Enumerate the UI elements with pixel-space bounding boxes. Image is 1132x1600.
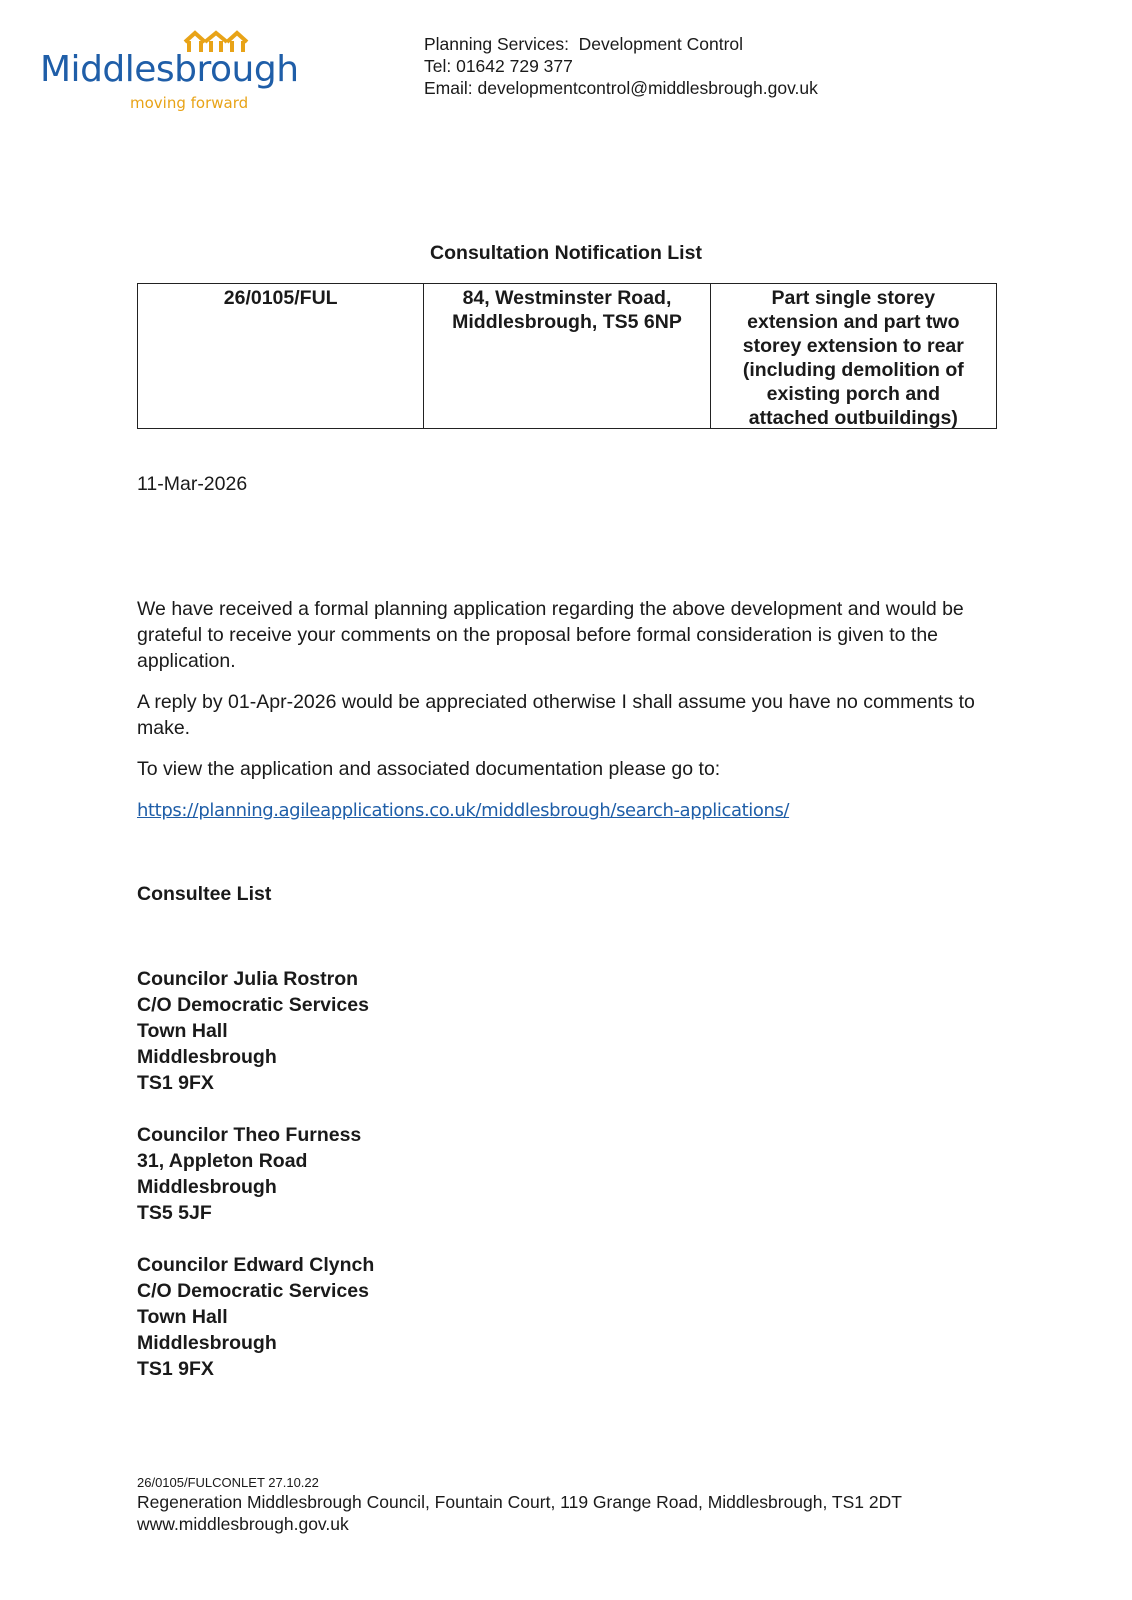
- consultee-address-line: TS1 9FX: [137, 1358, 214, 1380]
- logo-tagline: moving forward: [130, 94, 249, 112]
- footer-website: www.middlesbrough.gov.uk: [137, 1514, 349, 1534]
- consultee-address-line: TS1 9FX: [137, 1072, 214, 1094]
- application-reference-cell: [138, 284, 424, 428]
- footer-reference: 26/0105/FULCONLET 27.10.22: [137, 1475, 319, 1490]
- consultee-address-line: C/O Democratic Services: [137, 994, 369, 1016]
- consultee-name: Councilor Julia Rostron: [137, 968, 359, 990]
- consultee-address-line: Middlesbrough: [137, 1046, 277, 1068]
- council-logo: [40, 30, 310, 120]
- footer-address: Regeneration Middlesbrough Council, Fountain Court, 119 Grange Road, Middlesbrough, TS1 2DT: [137, 1492, 902, 1512]
- consultee-address-line: Middlesbrough: [137, 1176, 277, 1198]
- consultee-address-line: Middlesbrough: [137, 1332, 277, 1354]
- application-table: [137, 283, 997, 429]
- contact-details: [424, 33, 818, 99]
- consultee-entry: [137, 966, 374, 1096]
- page-footer: [137, 1474, 902, 1535]
- consultee-address-line: TS5 5JF: [137, 1202, 212, 1224]
- consultee-name: Councilor Theo Furness: [137, 1124, 362, 1146]
- consultee-address-line: C/O Democratic Services: [137, 1280, 369, 1302]
- body-paragraph-1: We have received a formal planning application regarding the above development and would be grateful to receive your comments on the proposal before formal consideration is given to the application.: [137, 598, 964, 672]
- body-paragraph-2: A reply by 01-Apr-2026 would be appreciated otherwise I shall assume you have no comments to make.: [137, 691, 975, 739]
- consultee-list-heading: Consultee List: [137, 883, 272, 905]
- application-description-cell: [711, 284, 996, 428]
- application-address-cell: [424, 284, 710, 428]
- planning-search-link[interactable]: https://planning.agileapplications.co.uk/middlesbrough/search-applications/: [137, 800, 790, 821]
- page-title: Consultation Notification List: [430, 242, 702, 264]
- logo-wordmark: Middlesbrough: [40, 49, 299, 90]
- application-address: 84, Westminster Road, Middlesbrough, TS5 6NP: [452, 287, 682, 333]
- application-description: Part single storey extension and part two storey extension to rear (including demolition of existing porch and attached outbuildings): [742, 287, 964, 429]
- body-paragraph-3: To view the application and associated documentation please go to:: [137, 758, 721, 780]
- tel-line: Tel: 01642 729 377: [424, 56, 573, 76]
- consultee-entry: [137, 1252, 374, 1382]
- consultee-address-line: 31, Appleton Road: [137, 1150, 308, 1172]
- consultee-name: Councilor Edward Clynch: [137, 1254, 375, 1276]
- department-line: Planning Services: Development Control: [424, 34, 744, 54]
- consultee-entry: [137, 1122, 374, 1226]
- letter-body: [137, 596, 1007, 839]
- consultee-address-line: Town Hall: [137, 1020, 228, 1042]
- letter-date: 11-Mar-2026: [137, 473, 248, 495]
- consultee-list: [137, 966, 374, 1408]
- email-line: Email: developmentcontrol@middlesbrough.gov.uk: [424, 78, 818, 98]
- consultee-address-line: Town Hall: [137, 1306, 228, 1328]
- application-reference: 26/0105/FUL: [223, 287, 338, 309]
